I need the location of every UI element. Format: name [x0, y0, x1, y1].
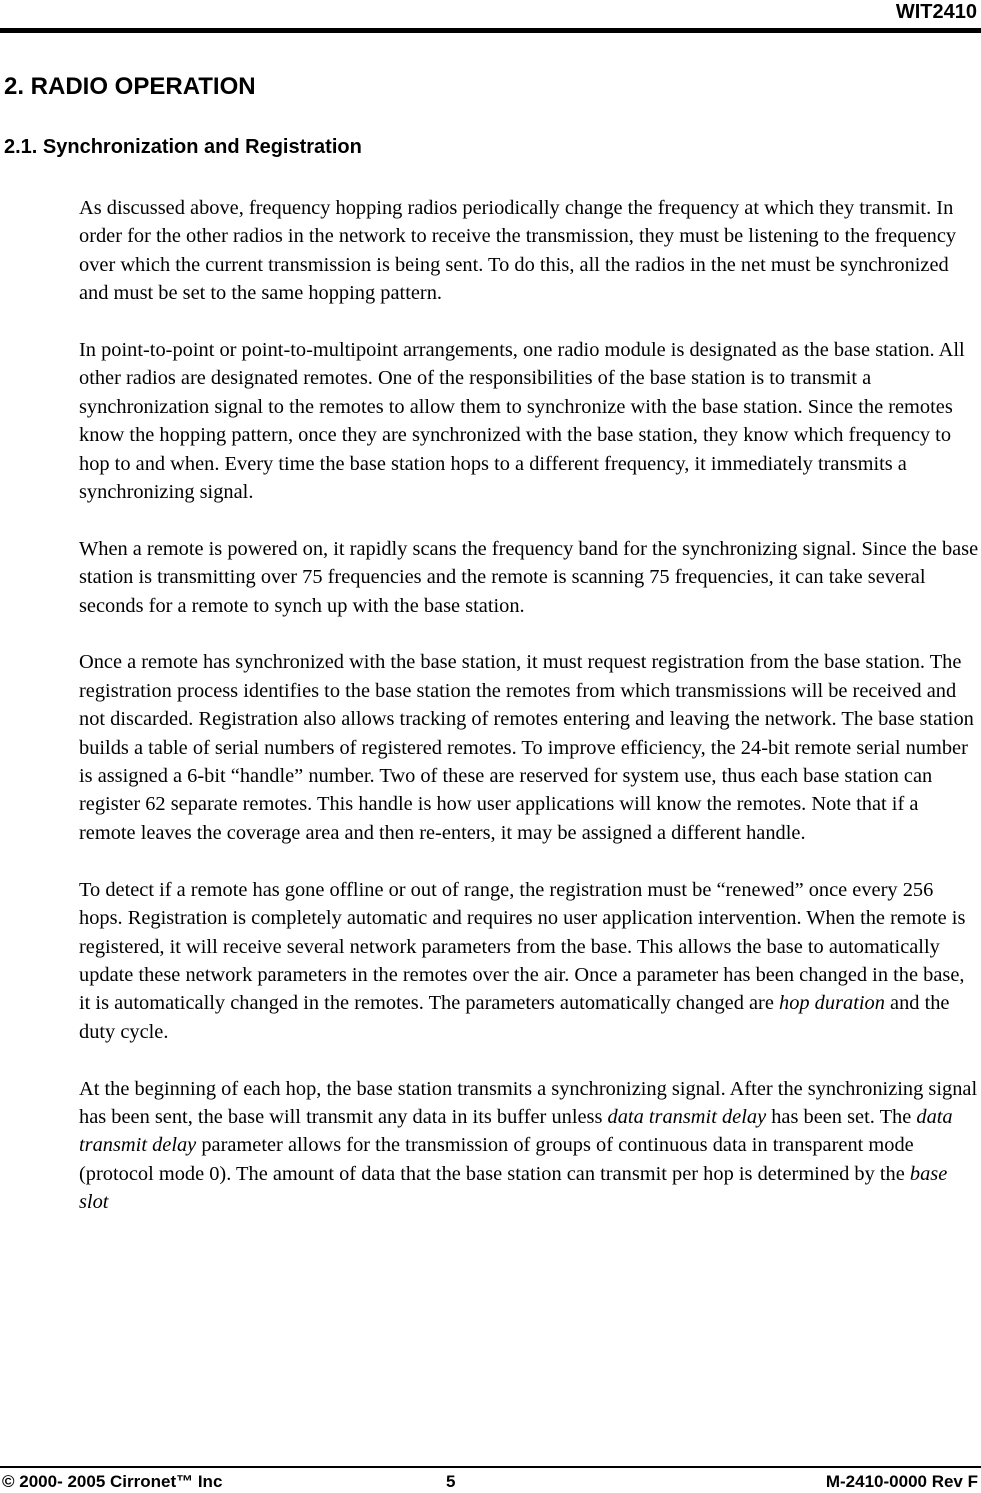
paragraph-hop-text-3: parameter allows for the transmission of groups of continuous data in transparent mode (protocol mode 0). The amount of data that the base station can transmit per hop is determined by the	[79, 1134, 914, 1185]
term-data-transmit-delay: data transmit delay	[607, 1105, 767, 1128]
paragraph-renewal	[79, 876, 979, 1046]
paragraph-synchronization: As discussed above, frequency hopping radios periodically change the frequency at which they transmit. In order for the other radios in the network to receive the transmission, they must be listening to the frequency over which the current transmission is being sent. To do this, all the radios in the net must be synchronized and must be set to the same hopping pattern.	[79, 197, 957, 305]
paragraph-base-station: In point-to-point or point-to-multipoint arrangements, one radio module is designated as the base station. All other radios are designated remotes. One of the responsibilities of the base station is to transmit a synchronization signal to the remotes to allow them to synchronize with the base station. Since the remotes know the hopping pattern, once they are synchronized with the base station, they know which frequency to hop to and when. Every time the base station hops to a different frequency, it immediately transmits a synchronizing signal.	[79, 339, 965, 504]
section-heading: 2. RADIO OPERATION	[4, 73, 256, 100]
paragraph-hop-text-2: has been set. The	[766, 1105, 917, 1128]
footer-page-number: 5	[446, 1472, 456, 1491]
paragraph-hop-text-1: At the beginning of each hop, the base station transmits a synchronizing signal. After the synchronizing signal has been sent, the base will transmit any data in its buffer unless	[79, 1077, 978, 1128]
footer-divider	[0, 1466, 981, 1468]
paragraph-renewal-text: To detect if a remote has gone offline or out of range, the registration must be “renewed” once every 256 hops. Registration is completely automatic and requires no user application intervention. When the remote is registered, it will receive several network parameters from the base. This allows the base to automatically update these network parameters in the remotes over the air. Once a parameter has been changed in the base, it is automatically changed in the remotes. The parameters automatically changed are	[79, 878, 966, 1015]
paragraph-remote-power-on: When a remote is powered on, it rapidly scans the frequency band for the synchronizing signal. Since the base station is transmitting over 75 frequencies and the remote is scanning 75 frequencies, it can take several seconds for a remote to synch up with the base station.	[79, 537, 979, 617]
footer-document-id: M-2410-0000 Rev F	[825, 1472, 978, 1491]
term-data-transmit-delay-2: data transmit delay	[79, 1105, 953, 1157]
term-hop-duration: hop duration	[779, 992, 885, 1015]
header-divider	[0, 28, 981, 33]
paragraph-renewal-end: and the duty cycle.	[79, 992, 950, 1043]
document-header-title: WIT2410	[895, 1, 977, 23]
paragraph-hop-transmit	[79, 1075, 979, 1217]
footer-copyright: © 2000- 2005 Cirronet™ Inc	[2, 1472, 223, 1491]
term-base-slot: base slot	[79, 1162, 948, 1214]
subsection-heading: 2.1. Synchronization and Registration	[4, 136, 362, 158]
paragraph-registration: Once a remote has synchronized with the base station, it must request registration from the base station. The registration process identifies to the base station the remotes from which transmissions will be received and not discarded. Registration also allows tracking of remotes entering and leaving the network. The base station builds a table of serial numbers of registered remotes. To improve efficiency, the 24-bit remote serial number is assigned a 6-bit “handle” number. Two of these are reserved for system use, thus each base station can register 62 separate remotes. This handle is how user applications will know the remotes. Note that if a remote leaves the coverage area and then re-enters, it may be assigned a different handle.	[79, 651, 974, 844]
body-text	[79, 194, 979, 1245]
page-footer	[0, 1472, 981, 1492]
